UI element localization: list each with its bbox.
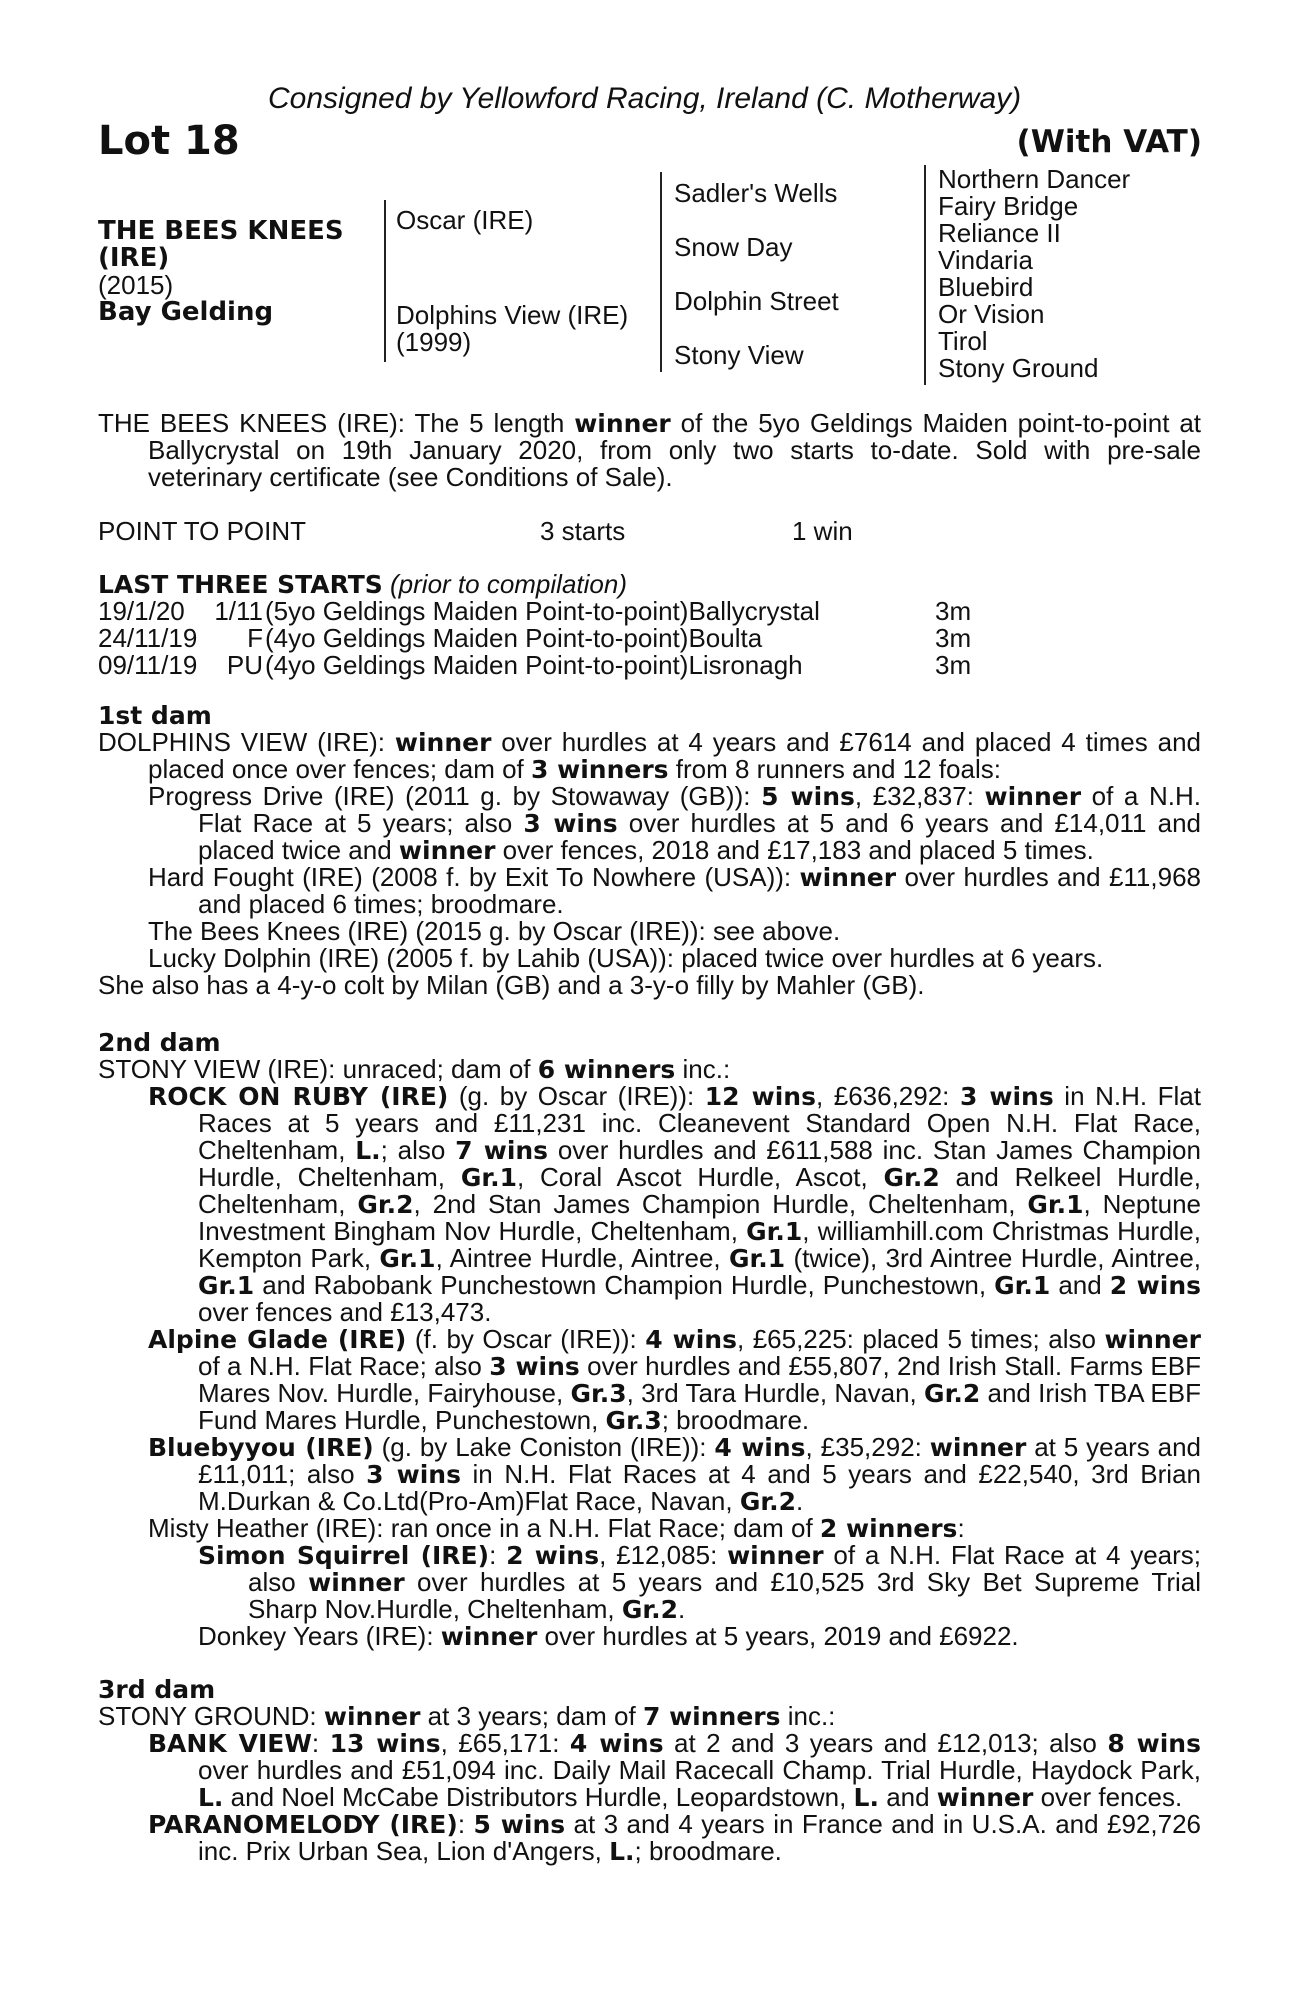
produce-entry: Misty Heather (IRE): ran once in a N.H. Flat Race; dam of 2 winners: — [148, 1513, 965, 1543]
section-heading: 2nd dam — [98, 1028, 221, 1057]
ancestor: Vindaria — [938, 245, 1033, 275]
horse-name: THE BEES KNEES — [98, 216, 344, 246]
last-starts-heading: LAST THREE STARTS (prior to compilation) — [98, 569, 627, 599]
section-heading: 3rd dam — [98, 1675, 216, 1704]
grandsire: Sadler's Wells — [674, 178, 838, 208]
vat-note: (With VAT) — [1016, 124, 1202, 160]
dam-year: (1999) — [396, 327, 472, 357]
produce-entry: BANK VIEW: 13 wins, £65,171: 4 wins at 2 and 3 years and £12,013; also 8 wins over hurdles and £51,094 inc. Daily Mail Racecall Champ. Trial Hurdle, Haydock Park, L. and Noel McCabe Distributors Hurdle, Leopardstown, L. and winner over fences. — [148, 1728, 1201, 1812]
last-starts-table — [98, 598, 971, 679]
section-heading: 1st dam — [98, 701, 212, 730]
ancestor: Tirol — [938, 326, 988, 356]
ancestor: Reliance II — [938, 218, 1061, 248]
pedigree-divider — [384, 200, 386, 362]
produce-entry: The Bees Knees (IRE) (2015 g. by Oscar (IRE)): see above. — [148, 916, 841, 946]
produce-note: She also has a 4-y-o colt by Milan (GB) and a 3-y-o filly by Mahler (GB). — [98, 970, 925, 1000]
intro-paragraph: THE BEES KNEES (IRE): The 5 length winner of the 5yo Geldings Maiden point-to-point at Ballycrystal on 19th January 2020, from only two starts to-date. Sold with pre-sale veterinary certificate (see Conditions of Sale). — [98, 408, 1201, 492]
table-row: 19/1/20 1/11 (5yo Geldings Maiden Point-to-point)Ballycrystal 3m — [98, 596, 972, 626]
produce-entry: Bluebyyou (IRE) (g. by Lake Coniston (IRE)): 4 wins, £35,292: winner at 5 years and £11,011; also 3 wins in N.H. Flat Races at 4 and 5 years and £22,540, 3rd Brian M.Durkan & Co.Ltd(Pro-Am)Flat Race, Navan, Gr.2. — [148, 1432, 1202, 1516]
first-dam-section — [98, 702, 1201, 999]
horse-description: Bay Gelding — [98, 297, 274, 327]
pedigree-divider — [924, 165, 926, 385]
dam-sire: Dolphin Street — [674, 286, 839, 316]
produce-entry: Progress Drive (IRE) (2011 g. by Stowaway (GB)): 5 wins, £32,837: winner of a N.H. Flat Race at 5 years; also 3 wins over hurdles at 5 and 6 years and £14,011 and placed twice and winner over fences, 2018 and £17,183 and placed 5 times. — [148, 781, 1201, 865]
horse-suffix: (IRE) — [98, 243, 170, 273]
produce-entry: Donkey Years (IRE): winner over hurdles at 5 years, 2019 and £6922. — [198, 1621, 1019, 1651]
lot-number: Lot 18 — [98, 118, 240, 164]
dam-paragraph: STONY GROUND: winner at 3 years; dam of 7 winners inc.: — [98, 1701, 836, 1731]
horse-year: (2015) — [98, 270, 174, 300]
produce-entry: Simon Squirrel (IRE): 2 wins, £12,085: winner of a N.H. Flat Race at 4 years; also winner over hurdles at 5 years and £10,525 3rd Sky Bet Supreme Trial Sharp Nov.Hurdle, Cheltenham, Gr.2. — [198, 1540, 1202, 1624]
second-dam-section — [98, 1029, 1201, 1650]
dam — [396, 302, 628, 356]
horse-info — [98, 218, 344, 326]
record-wins: 1 win — [792, 516, 853, 546]
produce-entry: ROCK ON RUBY (IRE) (g. by Oscar (IRE)): 12 wins, £636,292: 3 wins in N.H. Flat Races at 5 years and £11,231 inc. Cleanevent Standard Open N.H. Flat Race, Cheltenham, L.; also 7 wins over hurdles and £611,588 inc. Stan James Champion Hurdle, Cheltenham, Gr.1, Coral Ascot Hurdle, Ascot, Gr.2 and Relkeel Hurdle, Cheltenham, Gr.2, 2nd Stan James Champion Hurdle, Cheltenham, Gr.1, Neptune Investment Bingham Nov Hurdle, Cheltenham, Gr.1, williamhill.com Christmas Hurdle, Kempton Park, Gr.1, Aintree Hurdle, Aintree, Gr.1 (twice), 3rd Aintree Hurdle, Aintree, Gr.1 and Rabobank Punchestown Champion Hurdle, Punchestown, Gr.1 and 2 wins over fences and £13,473. — [148, 1081, 1202, 1327]
dam-name: Dolphins View (IRE) — [396, 300, 629, 330]
pedigree-divider — [660, 172, 662, 372]
dam-paragraph: STONY VIEW (IRE): unraced; dam of 6 winners inc.: — [98, 1054, 731, 1084]
ancestor: Or Vision — [938, 299, 1045, 329]
consignor-line: Consigned by Yellowford Racing, Ireland (C. Motherway) — [268, 82, 1022, 115]
ancestor: Bluebird — [938, 272, 1034, 302]
produce-entry: Alpine Glade (IRE) (f. by Oscar (IRE)): 4 wins, £65,225: placed 5 times; also winner of a N.H. Flat Race; also 3 wins over hurdles and £55,807, 2nd Irish Stall. Farms EBF Mares Nov. Hurdle, Fairyhouse, Gr.3, 3rd Tara Hurdle, Navan, Gr.2 and Irish TBA EBF Fund Mares Hurdle, Punchestown, Gr.3; broodmare. — [148, 1324, 1201, 1435]
ancestor: Northern Dancer — [938, 164, 1131, 194]
dam-dam: Stony View — [674, 340, 804, 370]
ancestor: Fairy Bridge — [938, 191, 1079, 221]
record-label: POINT TO POINT — [98, 516, 307, 546]
produce-entry: Hard Fought (IRE) (2008 f. by Exit To Nowhere (USA)): winner over hurdles and £11,968 and placed 6 times; broodmare. — [148, 862, 1201, 919]
table-row: 24/11/19 F (4yo Geldings Maiden Point-to-point)Boulta 3m — [98, 623, 972, 653]
third-dam-section — [98, 1676, 1201, 1865]
sire: Oscar (IRE) — [396, 205, 534, 235]
granddam: Snow Day — [674, 232, 793, 262]
great-grandparents — [938, 166, 1130, 382]
table-row: 09/11/19 PU (4yo Geldings Maiden Point-to-point)Lisronagh 3m — [98, 650, 972, 680]
produce-entry: Lucky Dolphin (IRE) (2005 f. by Lahib (USA)): placed twice over hurdles at 6 years. — [148, 943, 1104, 973]
record-starts: 3 starts — [540, 516, 626, 546]
produce-entry: PARANOMELODY (IRE): 5 wins at 3 and 4 years in France and in U.S.A. and £92,726 inc. Prix Urban Sea, Lion d'Angers, L.; broodmare. — [148, 1809, 1201, 1866]
dam-paragraph: DOLPHINS VIEW (IRE): winner over hurdles at 4 years and £7614 and placed 4 times and placed once over fences; dam of 3 winners from 8 runners and 12 foals: — [98, 727, 1201, 784]
ancestor: Stony Ground — [938, 353, 1099, 383]
